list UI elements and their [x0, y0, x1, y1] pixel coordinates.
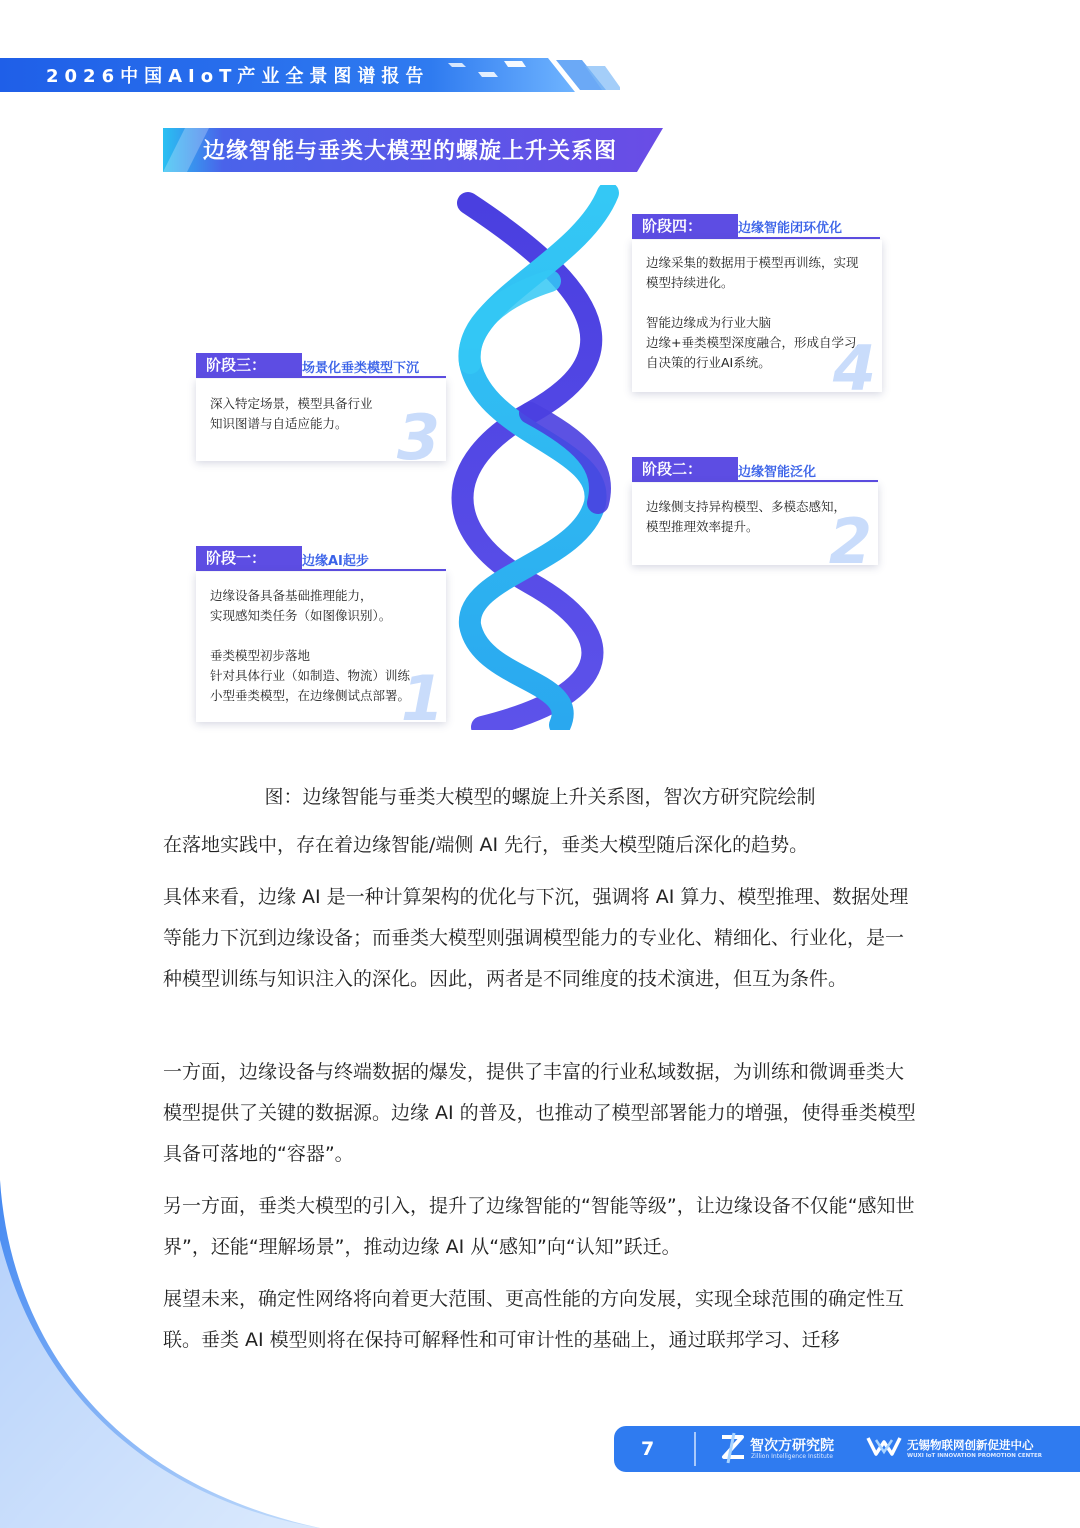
stage4-tag-line — [632, 237, 880, 239]
footer-divider — [694, 1432, 696, 1466]
wuxi-logo-icon — [866, 1434, 902, 1460]
logo1-subtitle: Zillion Intelligence Institute — [751, 1453, 833, 1460]
paragraph-5: 展望未来，确定性网络将向着更大范围、更高性能的方向发展，实现全球范围的确定性互联。垂类 AI 模型则将在保持可解释性和可审计性的基础上，通过联邦学习、迁移 — [163, 1288, 905, 1351]
page-number: 7 — [641, 1438, 655, 1460]
figure-caption: 图：边缘智能与垂类大模型的螺旋上升关系图，智次方研究院绘制 — [264, 786, 816, 808]
double-helix-graphic — [430, 185, 630, 730]
stage3-tag-line — [196, 376, 446, 378]
zillion-logo-icon — [716, 1431, 748, 1465]
stage4-tag: 阶段四： — [632, 214, 738, 238]
report-title: 2026中国AIoT产业全景图谱报告 — [46, 66, 430, 87]
stage1-tag: 阶段一： — [196, 546, 302, 570]
stage1-number: 1 — [400, 662, 444, 735]
stage3-number: 3 — [396, 401, 440, 474]
stage4-number: 4 — [832, 332, 876, 405]
stage1-card: 边缘设备具备基础推理能力， 实现感知类任务（如图像识别）。 垂类模型初步落地 针对具体行业（如制造、物流）训练 小型垂类模型，在边缘侧试点部署。 1 — [196, 572, 446, 722]
figure-title: 边缘智能与垂类大模型的螺旋上升关系图 — [203, 139, 618, 164]
stage2-number: 2 — [828, 505, 872, 578]
logo1-name: 智次方研究院 — [750, 1438, 834, 1454]
paragraph-3: 一方面，边缘设备与终端数据的爆发，提供了丰富的行业私域数据，为训练和微调垂类大模型提供了关键的数据源。边缘 AI 的普及，也推动了模型部署能力的增强，使得垂类模型具备可落地的“容器”。 — [163, 1061, 916, 1165]
decorative-wave — [0, 1180, 320, 1528]
stage1-subtitle: 边缘AI起步 — [302, 554, 369, 569]
stage2-tag-line — [632, 480, 878, 482]
stage3-tag: 阶段三： — [196, 353, 302, 377]
stage3-card: 深入特定场景，模型具备行业 知识图谱与自适应能力。 3 — [196, 379, 446, 461]
stage2-card: 边缘侧支持异构模型、多模态感知， 模型推理效率提升。 2 — [632, 483, 878, 565]
stage3-subtitle: 场景化垂类模型下沉 — [302, 361, 420, 376]
stage2-tag: 阶段二： — [632, 457, 738, 481]
stage4-subtitle: 边缘智能闭环优化 — [738, 221, 843, 236]
paragraph-2: 具体来看，边缘 AI 是一种计算架构的优化与下沉，强调将 AI 算力、模型推理、数据处理等能力下沉到边缘设备；而垂类大模型则强调模型能力的专业化、精细化、行业化，是一种模型训练与知识注入的深化。因此，两者是不同维度的技术演进，但互为条件。 — [163, 886, 909, 990]
stage4-card: 边缘采集的数据用于模型再训练，实现 模型持续进化。 智能边缘成为行业大脑 边缘+垂类模型深度融合，形成自学习、 自决策的行业AI系统。 4 — [632, 240, 882, 392]
logo2-subtitle: WUXI IoT INNOVATION PROMOTION CENTER — [907, 1453, 1042, 1459]
stage2-subtitle: 边缘智能泛化 — [738, 465, 817, 480]
stage1-tag-line — [196, 569, 446, 571]
paragraph-1: 在落地实践中，存在着边缘智能/端侧 AI 先行，垂类大模型随后深化的趋势。 — [163, 834, 809, 856]
logo2-name: 无锡物联网创新促进中心 — [907, 1438, 1034, 1452]
paragraph-4: 另一方面，垂类大模型的引入，提升了边缘智能的“智能等级”，让边缘设备不仅能“感知世界”，还能“理解场景”，推动边缘 AI 从“感知”向“认知”跃迁。 — [163, 1195, 915, 1258]
